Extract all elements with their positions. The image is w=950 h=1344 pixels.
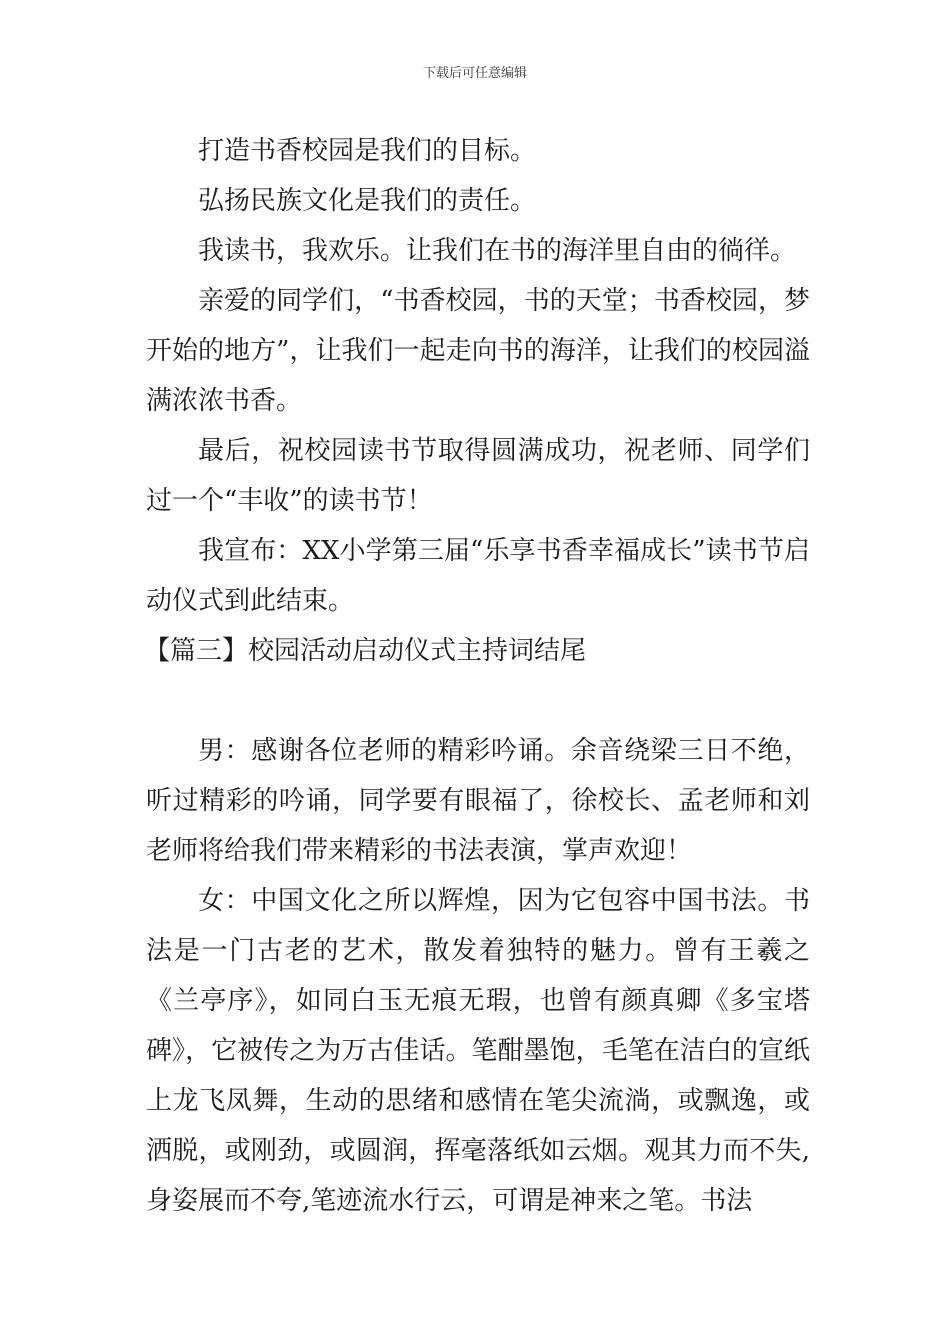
section-spacer <box>146 676 810 726</box>
paragraph-announcement: 我宣布：XX小学第三届“乐享书香幸福成长”读书节启动仪式到此结束。 <box>146 536 810 616</box>
paragraph-wishes: 最后，祝校园读书节取得圆满成功，祝老师、同学们过一个“丰收”的读书节！ <box>146 436 810 516</box>
paragraph-male-host: 男：感谢各位老师的精彩吟诵。余音绕梁三日不绝，听过精彩的吟诵，同学要有眼福了，徐校长、孟老师和刘老师将给我们带来精彩的书法表演，掌声欢迎！ <box>146 736 810 866</box>
paragraph-goal: 打造书香校园是我们的目标。 <box>198 136 537 166</box>
paragraph-female-host: 女：中国文化之所以辉煌，因为它包容中国书法。书法是一门古老的艺术，散发着独特的魅力。曾有王羲之《兰亭序》，如同白玉无痕无瑕，也曾有颜真卿《多宝塔碑》，它被传之为万古佳话。笔酣墨饱，毛笔在洁白的宣纸上龙飞凤舞，生动的思绪和感情在笔尖流淌，或飘逸，或洒脱，或刚劲，或圆润，挥毫落纸如云烟。观其力而不失,身姿展而不夸,笔迹流水行云，可谓是神来之笔。书法 <box>146 886 810 1216</box>
section-heading: 【篇三】校园活动启动仪式主持词结尾 <box>144 636 587 666</box>
page-header: 下载后可任意编辑 <box>422 66 527 81</box>
paragraph-responsibility: 弘扬民族文化是我们的责任。 <box>198 186 537 216</box>
document-body <box>146 126 810 1226</box>
paragraph-reading-joy: 我读书，我欢乐。让我们在书的海洋里自由的徜徉。 <box>198 236 797 266</box>
paragraph-dear-students: 亲爱的同学们，“书香校园，书的天堂；书香校园，梦开始的地方”，让我们一起走向书的海洋，让我们的校园溢满浓浓书香。 <box>146 286 810 416</box>
